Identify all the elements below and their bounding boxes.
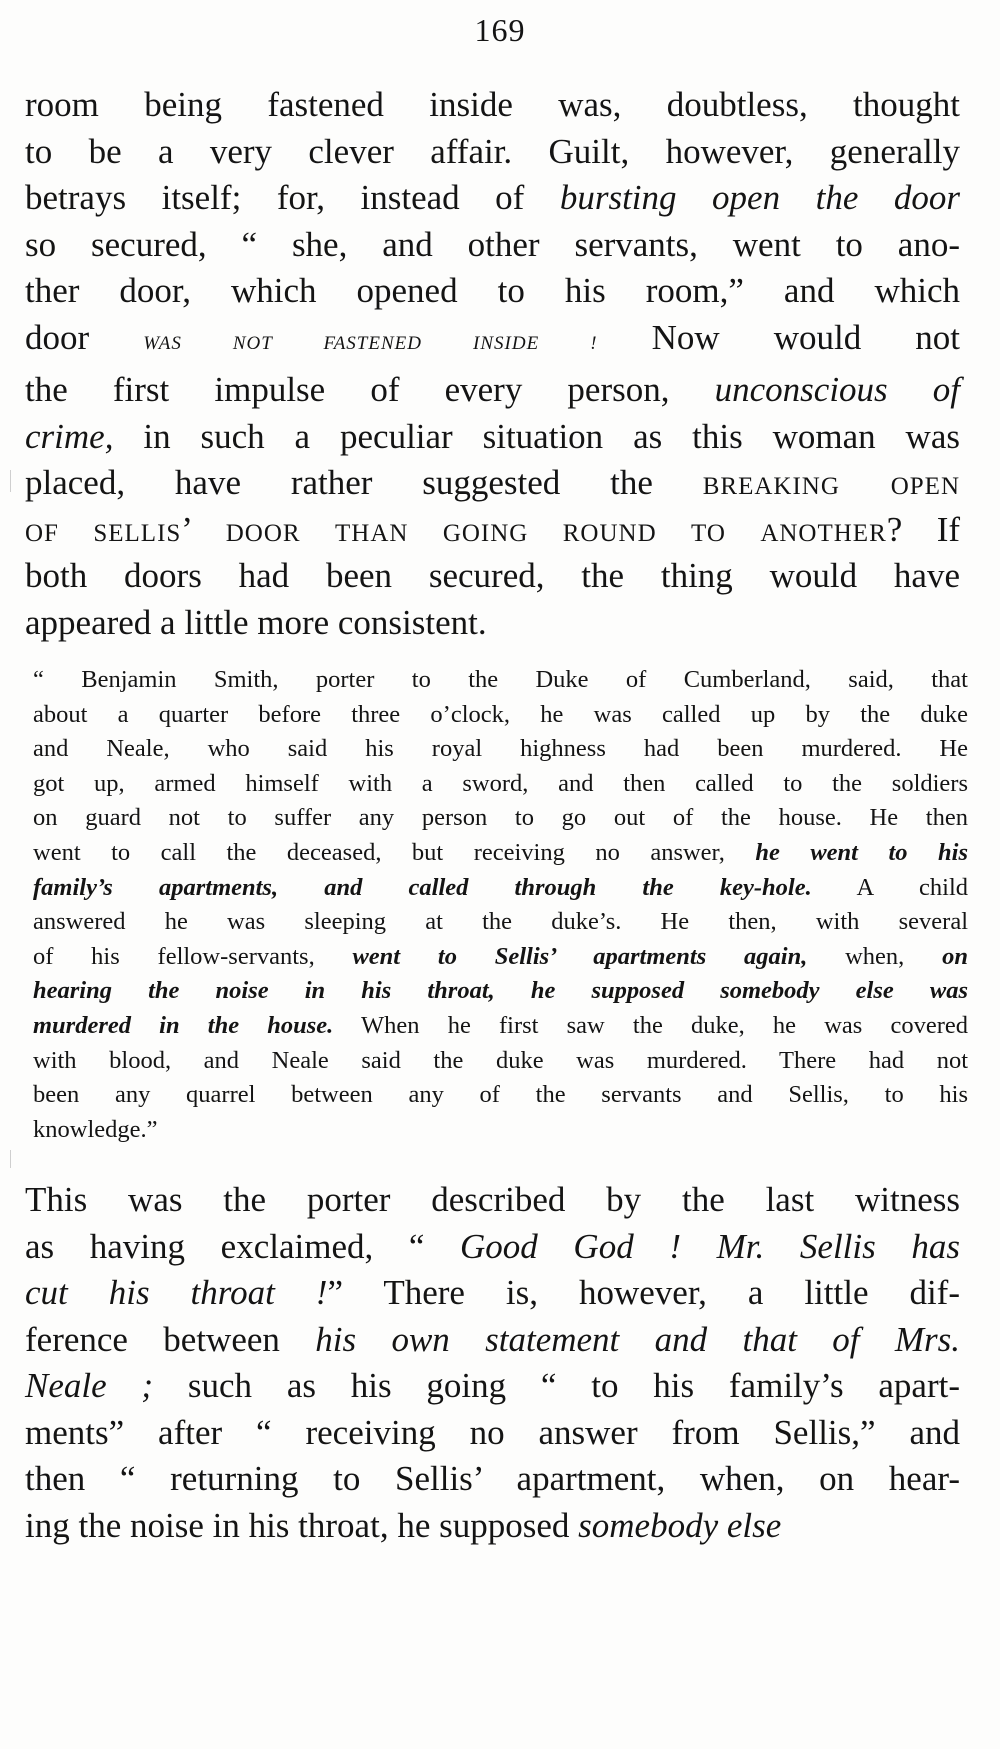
quote-line: [33, 1009, 968, 1044]
scan-edge-mark: [10, 1150, 11, 1168]
text-run: both doors had been secured, the thing would have: [25, 556, 960, 595]
text-line: [25, 1456, 960, 1503]
text-line: [25, 1224, 960, 1271]
emphasis-run: cut his throat !: [25, 1273, 328, 1312]
emphasis-run: he went to his: [755, 838, 968, 866]
quote-line: [33, 732, 968, 767]
quote-line: [33, 1113, 968, 1148]
text-line: [25, 460, 960, 507]
text-line: [25, 82, 960, 129]
text-line: [25, 414, 960, 461]
text-run: placed, have rather suggested the: [25, 463, 703, 502]
text-run: and Neale, who said his royal highness had been murdered. He: [33, 735, 968, 763]
text-line: [25, 315, 960, 368]
emphasis-run: his own statement and that of Mrs.: [315, 1319, 960, 1359]
text-run: then “ returning to Sellis’ apartment, when, on hear-: [25, 1459, 960, 1498]
quote-line: [33, 767, 968, 802]
text-line: [25, 507, 960, 554]
text-line: [25, 175, 960, 222]
text-line: [25, 1317, 960, 1364]
text-run: of his fellow-servants,: [33, 942, 353, 970]
text-run: the first impulse of every person,: [25, 370, 715, 409]
text-run: appeared a little more consistent.: [25, 602, 487, 642]
text-run: with blood, and Neale said the duke was murdered. There had not: [33, 1046, 968, 1074]
quote-line: [33, 836, 968, 871]
text-line: [25, 1270, 960, 1317]
quote-line: [33, 801, 968, 836]
text-run: door: [25, 317, 144, 357]
text-run: in such a peculiar situation as this woman was: [113, 416, 960, 456]
text-run: about a quarter before three o’clock, he was called up by the duke: [33, 700, 968, 728]
quote-line: [33, 871, 968, 906]
text-run: been any quarrel between any of the servants and Sellis, to his: [33, 1081, 968, 1109]
text-line: [25, 600, 960, 647]
text-run: ments” after “ receiving no answer from Sellis,” and: [25, 1412, 960, 1452]
text-line: [25, 367, 960, 414]
text-run: room being fastened inside was, doubtless, thought: [25, 85, 960, 124]
text-line: [25, 553, 960, 600]
text-run: when,: [807, 942, 943, 970]
text-run: such as his going “ to his family’s apart-: [153, 1366, 961, 1405]
quote-line: [33, 940, 968, 975]
emphasis-run: on: [942, 942, 968, 970]
quote-line: [33, 1044, 968, 1079]
text-run: went to call the deceased, but receiving no answer,: [33, 838, 756, 866]
text-line: [25, 222, 960, 269]
quote-line: [33, 663, 968, 698]
text-line: [25, 129, 960, 176]
text-run: Now would not: [597, 317, 961, 357]
text-line: [25, 1410, 960, 1457]
emphasis-run: of sellis’ door than going round to another?: [25, 509, 904, 549]
text-run: betrays itself; for, instead of: [25, 178, 560, 217]
text-run: got up, armed himself with a sword, and then called to the soldiers: [33, 769, 968, 797]
text-line: [25, 268, 960, 315]
text-run: on guard not to suffer any person to go out of the house. He then: [33, 804, 968, 832]
emphasis-run: somebody else: [578, 1505, 782, 1545]
text-run: ther door, which opened to his room,” and which: [25, 271, 960, 310]
text-run: When he first saw the duke, he was covered: [333, 1011, 969, 1039]
text-run: A child: [811, 873, 969, 901]
text-line: [25, 1503, 960, 1550]
emphasis-run: went to Sellis’ apartments again,: [352, 942, 808, 970]
text-run: ference between: [25, 1319, 316, 1359]
text-run: as having exclaimed, “: [25, 1226, 461, 1266]
body-paragraph-1: [25, 82, 960, 646]
emphasis-run: breaking open: [702, 463, 960, 502]
text-run: “ Benjamin Smith, porter to the Duke of Cumberland, said, that: [33, 666, 968, 693]
text-line: [25, 1177, 960, 1224]
text-line: [25, 1363, 960, 1410]
quote-line: [33, 698, 968, 733]
text-run: ” There is, however, a little dif-: [327, 1273, 960, 1312]
emphasis-run: Neale ;: [25, 1366, 154, 1405]
emphasis-run: Good God ! Mr. Sellis has: [460, 1226, 960, 1266]
quote-line: [33, 974, 968, 1009]
text-run: If: [903, 509, 961, 549]
emphasis-run: WAS NOT FASTENED INSIDE !: [143, 332, 598, 354]
text-run: This was the porter described by the last witness: [25, 1180, 960, 1219]
quote-line: [33, 905, 968, 940]
text-run: answered he was sleeping at the duke’s. He then, with several: [33, 908, 968, 936]
scan-edge-mark: [10, 470, 11, 492]
text-run: so secured, “ she, and other servants, went to ano-: [25, 224, 960, 264]
emphasis-run: family’s apartments, and called through the key-hole.: [33, 873, 812, 901]
page-number: 169: [474, 12, 526, 48]
quote-line: [33, 1078, 968, 1113]
emphasis-run: murdered in the house.: [33, 1011, 334, 1039]
body-paragraph-2: [25, 1177, 960, 1549]
emphasis-run: hearing the noise in his throat, he supposed somebody else was: [33, 977, 968, 1005]
emphasis-run: unconscious of: [714, 370, 961, 409]
text-run: ing the noise in his throat, he supposed: [25, 1505, 579, 1545]
text-run: to be a very clever affair. Guilt, however, generally: [25, 131, 960, 171]
text-run: knowledge.”: [33, 1115, 158, 1143]
emphasis-run: crime,: [25, 416, 114, 456]
block-quote-testimony: [25, 663, 968, 1147]
emphasis-run: bursting open the door: [559, 178, 960, 217]
